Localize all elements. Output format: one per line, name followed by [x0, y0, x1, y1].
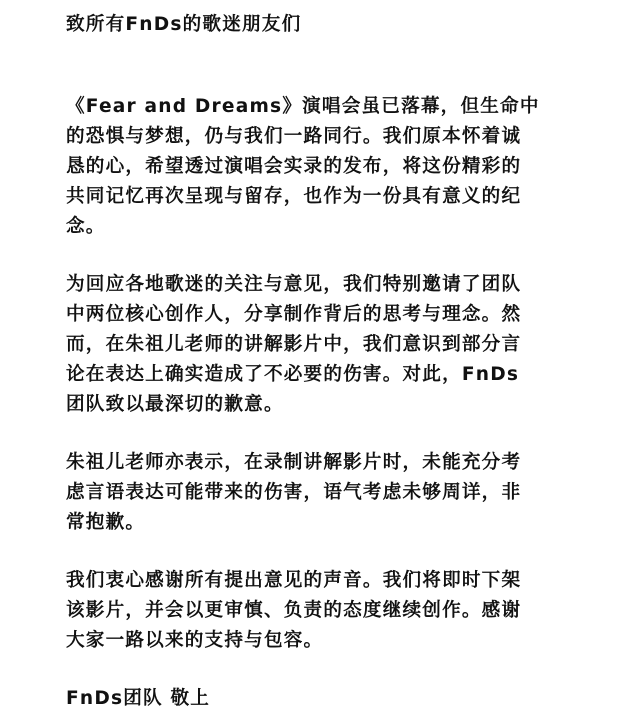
paragraph-1	[66, 92, 578, 242]
paragraph-line: 念。	[66, 216, 106, 237]
paragraph-line: 论在表达上确实造成了不必要的伤害。对此，FnDs	[66, 364, 520, 385]
paragraph-line: 中两位核心创作人，分享制作背后的思考与理念。然	[66, 304, 522, 325]
paragraph-line: 而，在朱祖儿老师的讲解影片中，我们意识到部分言	[66, 334, 522, 355]
letter-title: 致所有FnDs的歌迷朋友们	[66, 14, 302, 35]
paragraph-2	[66, 270, 578, 420]
paragraph-line: 大家一路以来的支持与包容。	[66, 630, 324, 651]
paragraph-line: 《Fear and Dreams》演唱会虽已落幕，但生命中	[66, 96, 540, 117]
paragraph-4	[66, 566, 578, 656]
paragraph-line: 恳的心，希望透过演唱会实录的发布，将这份精彩的	[66, 156, 522, 177]
paragraph-line: 我们衷心感谢所有提出意见的声音。我们将即时下架	[66, 570, 522, 591]
letter-signature: FnDs团队 敬上	[66, 688, 211, 709]
paragraph-line: 朱祖儿老师亦表示，在录制讲解影片时，未能充分考	[66, 452, 522, 473]
paragraph-line: 共同记忆再次呈现与留存，也作为一份具有意义的纪	[66, 186, 522, 207]
paragraph-line: 虑言语表达可能带来的伤害，语气考虑未够周详，非	[66, 482, 522, 503]
paragraph-line: 团队致以最深切的歉意。	[66, 394, 284, 415]
paragraph-3	[66, 448, 578, 538]
paragraph-line: 该影片，并会以更审慎、负责的态度继续创作。感谢	[66, 600, 522, 621]
paragraph-line: 常抱歉。	[66, 512, 146, 533]
paragraph-line: 的恐惧与梦想，仍与我们一路同行。我们原本怀着诚	[66, 126, 522, 147]
paragraph-line: 为回应各地歌迷的关注与意见，我们特别邀请了团队	[66, 274, 522, 295]
